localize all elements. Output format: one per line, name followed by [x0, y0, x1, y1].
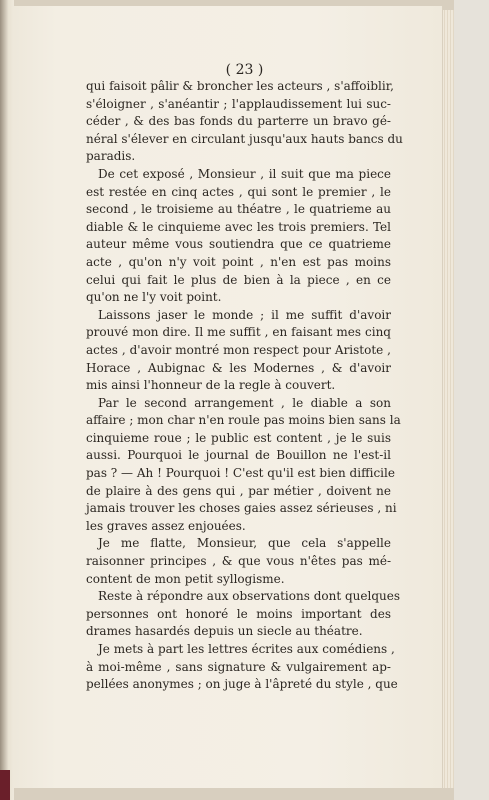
- gutter-shadow: [0, 0, 14, 800]
- text-line: jamais trouver les choses gaies assez sérieuses , ni: [86, 501, 397, 516]
- text-line: aussi. Pourquoi le journal de Bouillon ne l'est-il: [86, 448, 391, 463]
- text-line: Je me flatte, Monsieur, que cela s'appelle: [98, 536, 391, 551]
- text-line: pas ? — Ah ! Pourquoi ! C'est qu'il est bien difficile: [86, 466, 395, 481]
- text-line: Par le second arrangement , le diable a son: [98, 395, 391, 410]
- text-line: est restée en cinq actes , qui sont le premier , le: [86, 184, 391, 199]
- paragraph: [86, 588, 400, 641]
- page-fore-edge: [442, 10, 454, 788]
- body-text: [86, 78, 403, 694]
- paragraph: [86, 641, 398, 694]
- paragraph: [86, 166, 391, 307]
- text-line: De cet exposé , Monsieur , il suit que ma piece: [98, 166, 391, 181]
- text-line: content de mon petit syllogisme.: [86, 571, 285, 586]
- text-line: Reste à répondre aux observations dont quelques: [98, 589, 400, 604]
- text-line: cinquieme roue ; le public est content , je le suis: [86, 430, 391, 445]
- page-number: ( 23 ): [225, 62, 264, 78]
- text-line: Laissons jaser le monde ; il me suffit d'avoir: [98, 307, 391, 322]
- text-line: prouvé mon dire. Il me suffit , en faisant mes cinq: [86, 325, 391, 340]
- text-line: qui faisoit pâlir & broncher les acteurs , s'affoiblir,: [86, 79, 394, 93]
- text-line: paradis.: [86, 149, 136, 164]
- text-line: de plaire à des gens qui , par métier , doivent ne: [86, 483, 391, 498]
- text-line: celui qui fait le plus de bien à la piece , en ce: [86, 272, 391, 287]
- text-line: second , le troisieme au théatre , le quatrieme au: [86, 202, 391, 217]
- paragraph: [86, 395, 401, 536]
- text-line: drames hasardés depuis un siecle au théatre.: [86, 624, 363, 639]
- paragraph: [86, 78, 403, 166]
- text-line: auteur même vous soutiendra que ce quatrieme: [86, 237, 391, 252]
- text-line: néral s'élever en circulant jusqu'aux hauts bancs du: [86, 131, 403, 146]
- text-line: raisonner principes , & que vous n'êtes pas mé-: [86, 554, 391, 569]
- text-line: les graves assez enjouées.: [86, 518, 246, 533]
- text-line: qu'on ne l'y voit point.: [86, 290, 222, 305]
- text-line: à moi-même , sans signature & vulgairement ap-: [86, 659, 391, 674]
- text-line: s'éloigner , s'anéantir ; l'applaudissement lui suc-: [86, 96, 391, 111]
- text-line: actes , d'avoir montré mon respect pour Aristote ,: [86, 342, 391, 357]
- paragraph: [86, 307, 391, 395]
- text-line: Horace , Aubignac & les Modernes , & d'avoir: [86, 360, 391, 375]
- text-line: pellées anonymes ; on juge à l'âpreté du style , que: [86, 677, 398, 692]
- paragraph: [86, 535, 391, 588]
- text-line: personnes ont honoré le moins important des: [86, 606, 391, 621]
- text-line: affaire ; mon char n'en roule pas moins bien sans la: [86, 413, 401, 428]
- background: [454, 0, 489, 800]
- text-line: céder , & des bas fonds du parterre un bravo gé-: [86, 114, 391, 129]
- text-line: diable & le cinquieme avec les trois premiers. Tel: [86, 219, 391, 234]
- text-line: acte , qu'on n'y voit point , n'en est pas moins: [86, 254, 391, 269]
- text-line: mis ainsi l'honneur de la regle à couvert.: [86, 378, 336, 393]
- binding-corner: [0, 770, 10, 800]
- text-line: Je mets à part les lettres écrites aux comédiens ,: [98, 642, 395, 656]
